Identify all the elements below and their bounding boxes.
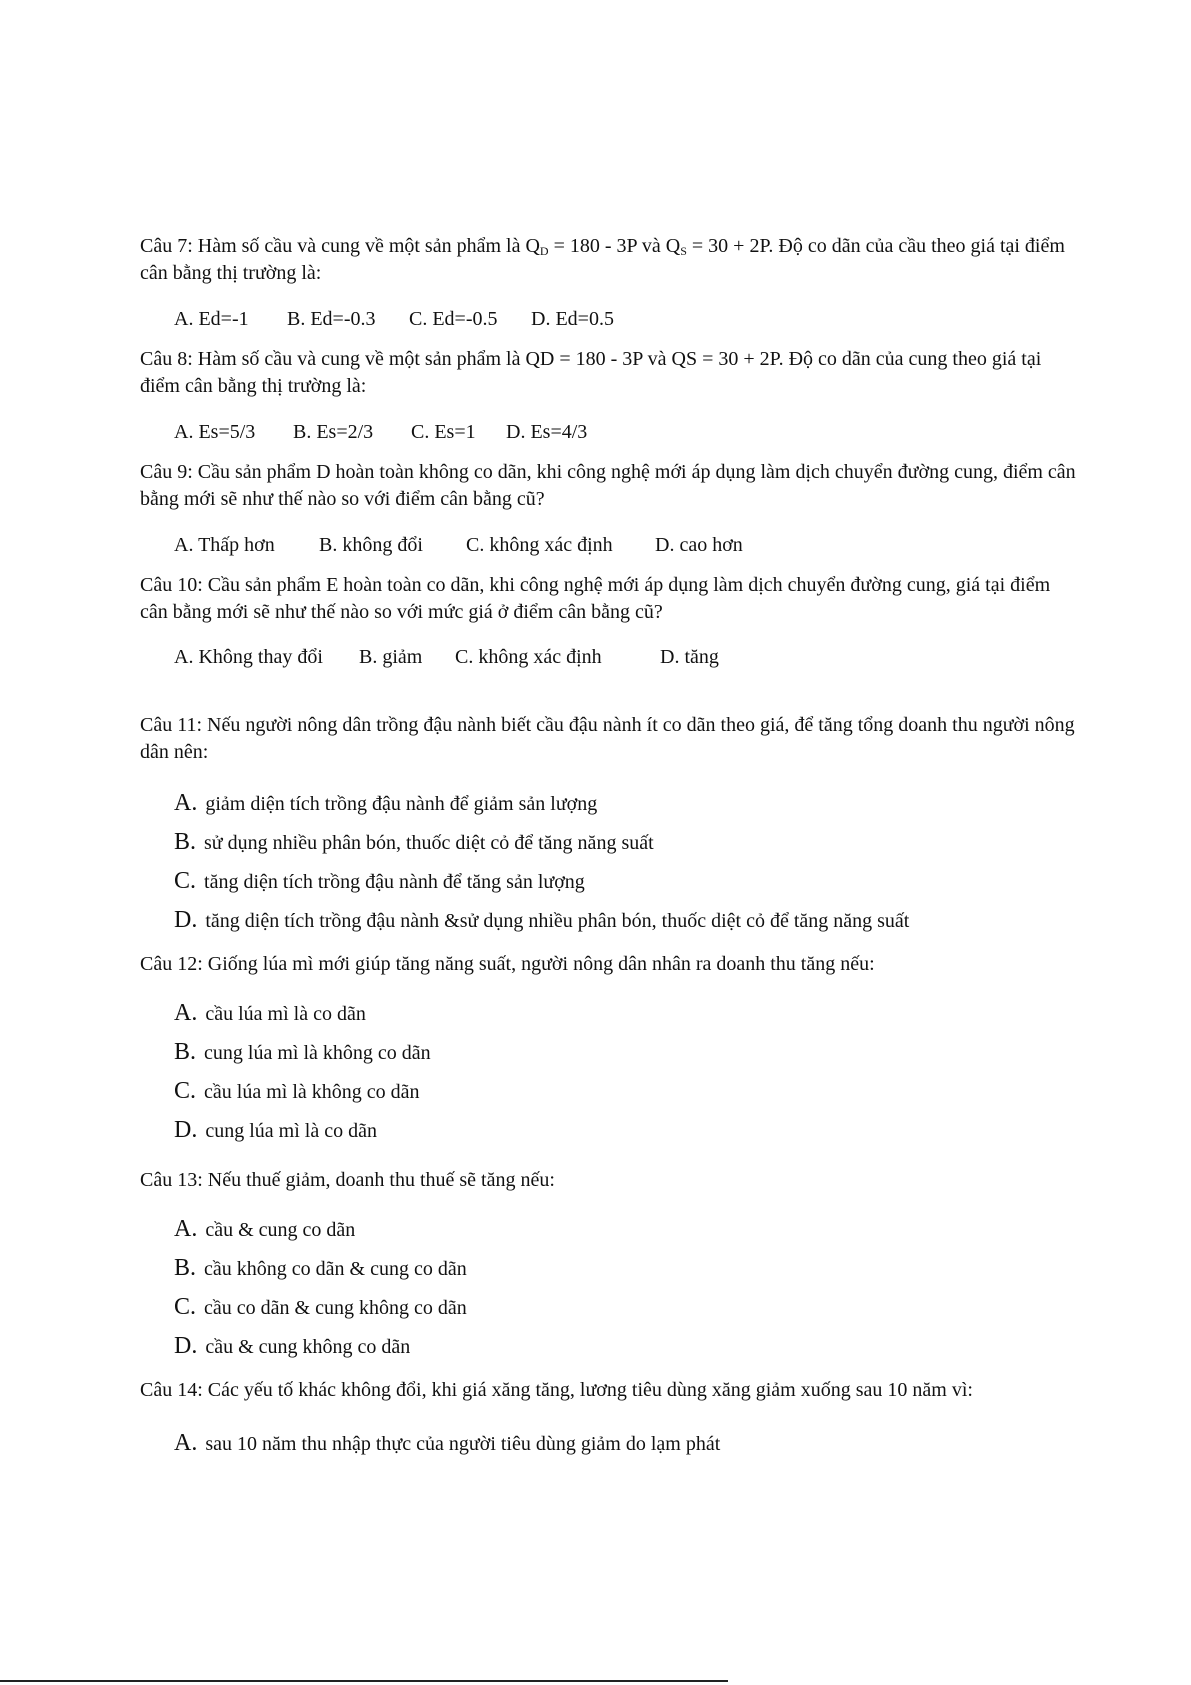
q12-option-b-text: cung lúa mì là không co dãn [204,1042,431,1064]
q12-option-d-letter: D. [174,1117,198,1143]
q10-options [174,645,719,669]
q9-option-c: C. không xác định [466,534,613,556]
q12-option-a-text: cầu lúa mì là co dãn [205,1003,366,1025]
q9-option-a: A. Thấp hơn [174,534,275,556]
q12-option-c-letter: C. [174,1078,197,1104]
q7-option-a: A. Ed=-1 [174,308,249,330]
q13-option-c-text: cầu co dãn & cung không co dãn [204,1297,467,1319]
q9-option-b: B. không đổi [319,534,423,556]
q10-option-a: A. Không thay đổi [174,646,323,668]
q11-option-b [174,829,654,856]
q12-option-a [174,1000,366,1027]
question-9: Câu 9: Cầu sản phẩm D hoàn toàn không co dãn, khi công nghệ mới áp dụng làm dịch chuyển đường cung, điểm cân bằng mới sẽ như thế nào so với điểm cân bằng cũ? [140,461,1076,510]
question-13: Câu 13: Nếu thuế giảm, doanh thu thuế sẽ tăng nếu: [140,1169,555,1191]
q13-option-c-letter: C. [174,1294,197,1320]
q13-option-b-letter: B. [174,1255,197,1281]
q13-option-d [174,1333,410,1360]
q7-option-b: B. Ed=-0.3 [287,308,376,330]
q13-option-a [174,1216,355,1243]
q12-option-c [174,1078,420,1105]
question-12: Câu 12: Giống lúa mì mới giúp tăng năng suất, người nông dân nhân ra doanh thu tăng nếu: [140,953,875,975]
q14-option-a-letter: A. [174,1430,198,1456]
q12-option-d [174,1117,377,1144]
q12-option-b-letter: B. [174,1039,197,1065]
q7-text-part-2: = 180 - 3P và Q [548,235,681,257]
q11-option-d [174,907,909,934]
q7-subscript-d: D [539,244,549,258]
q14-option-a [174,1430,720,1457]
question-7 [140,233,1080,287]
q13-option-d-letter: D. [174,1333,198,1359]
q9-option-d: D. cao hơn [655,534,743,556]
q11-option-c-letter: C. [174,868,197,894]
q8-option-a: A. Es=5/3 [174,421,256,443]
q14-option-a-text: sau 10 năm thu nhập thực của người tiêu dùng giảm do lạm phát [205,1433,721,1455]
q7-option-d: D. Ed=0.5 [531,308,614,330]
question-14: Câu 14: Các yếu tố khác không đổi, khi giá xăng tăng, lương tiêu dùng xăng giảm xuống sau 10 năm vì: [140,1379,973,1401]
q8-option-c: C. Es=1 [411,421,476,443]
q11-option-c-text: tăng diện tích trồng đậu nành để tăng sản lượng [204,871,585,893]
q10-option-c: C. không xác định [455,646,602,668]
q13-option-c [174,1294,467,1321]
q8-option-b: B. Es=2/3 [293,421,374,443]
q10-option-b: B. giảm [359,646,423,668]
q9-options [174,533,743,557]
q11-option-a-letter: A. [174,790,198,816]
q11-option-d-letter: D. [174,907,198,933]
q7-subscript-s: S [680,244,687,258]
q11-option-a [174,790,597,817]
q7-option-c: C. Ed=-0.5 [409,308,498,330]
question-8: Câu 8: Hàm số cầu và cung về một sản phẩm là QD = 180 - 3P và QS = 30 + 2P. Độ co dãn của cung theo giá tại điểm cân bằng thị trường là: [140,348,1042,397]
q11-option-c [174,868,585,895]
question-10: Câu 10: Cầu sản phẩm E hoàn toàn co dãn, khi công nghệ mới áp dụng làm dịch chuyển đường cung, giá tại điểm cân bằng mới sẽ như thế nào so với mức giá ở điểm cân bằng cũ? [140,574,1051,623]
q8-option-d: D. Es=4/3 [506,421,588,443]
q11-option-d-text: tăng diện tích trồng đậu nành &sử dụng nhiều phân bón, thuốc diệt cỏ để tăng năng suất [205,910,910,932]
question-11: Câu 11: Nếu người nông dân trồng đậu nành biết cầu đậu nành ít co dãn theo giá, để tăng tổng doanh thu người nông dân nên: [140,714,1075,763]
q12-option-b [174,1039,431,1066]
q12-option-c-text: cầu lúa mì là không co dãn [204,1081,420,1103]
bottom-rule [0,1680,728,1682]
q7-text-part-1: Câu 7: Hàm số cầu và cung về một sản phẩm là Q [140,235,540,257]
q12-option-d-text: cung lúa mì là co dãn [205,1120,377,1142]
q13-option-d-text: cầu & cung không co dãn [205,1336,411,1358]
q12-option-a-letter: A. [174,1000,198,1026]
q13-option-a-letter: A. [174,1216,198,1242]
q11-option-a-text: giảm diện tích trồng đậu nành để giảm sản lượng [205,793,598,815]
q10-option-d: D. tăng [660,646,719,668]
q11-option-b-letter: B. [174,829,197,855]
q7-options [174,307,614,331]
q13-option-b-text: cầu không co dãn & cung co dãn [204,1258,467,1280]
q7-text-part-3: = 30 + 2P. Độ co dãn của cầu theo giá tại điểm cân bằng thị trường là: [140,235,1065,284]
q13-option-b [174,1255,467,1282]
q11-option-b-text: sử dụng nhiều phân bón, thuốc diệt cỏ để tăng năng suất [204,832,654,854]
q13-option-a-text: cầu & cung co dãn [205,1219,356,1241]
q8-options [174,420,587,444]
